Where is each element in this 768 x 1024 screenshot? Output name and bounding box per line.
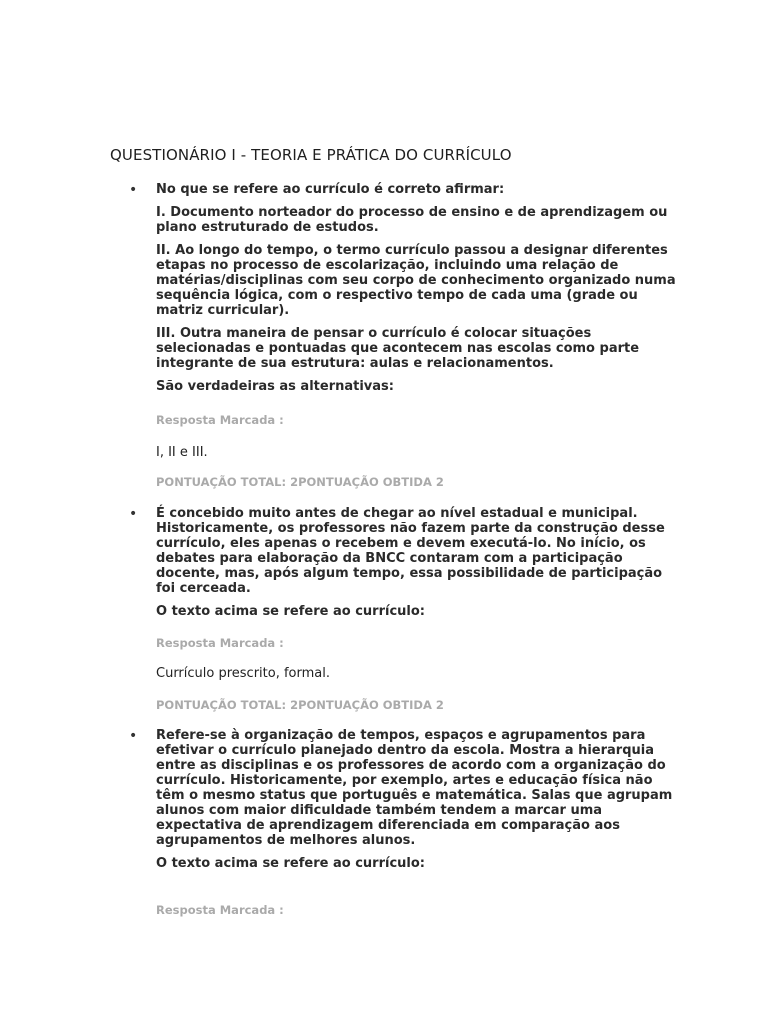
answer-value: I, II e III. [156, 445, 208, 460]
score-line: PONTUAÇÃO TOTAL: 2PONTUAÇÃO OBTIDA 2 [156, 475, 444, 489]
question-3 [129, 728, 676, 879]
answer-value: Currículo prescrito, formal. [156, 666, 330, 681]
answer-label: Resposta Marcada : [156, 413, 284, 427]
statement-item: II. Ao longo do tempo, o termo currículo passou a designar diferentes etapas no processo de escolarização, incluindo uma relação de matérias/disciplinas com seu corpo de conhecimento organizado numa sequência lógica, com o respectivo tempo de cada uma (grade ou matriz curricular). [156, 243, 676, 318]
question-prompt: Refere-se à organização de tempos, espaços e agrupamentos para efetivar o currículo planejado dentro da escola. Mostra a hierarquia entre as disciplinas e os professores de acordo com a organização do currículo. Historicamente, por exemplo, artes e educação física não têm o mesmo status que português e matemática. Salas que agrupam alunos com maior dificuldade também tendem a marcar uma expectativa de aprendizagem diferenciada em comparação aos agrupamentos de melhores alunos. [156, 728, 673, 848]
question-1 [129, 182, 676, 402]
question-text: O texto acima se refere ao currículo: [156, 604, 425, 619]
answer-label: Resposta Marcada : [156, 636, 284, 650]
statement-item: I. Documento norteador do processo de ensino e de aprendizagem ou plano estruturado de estudos. [156, 205, 668, 235]
question-prompt: É concebido muito antes de chegar ao nível estadual e municipal. Historicamente, os professores não fazem parte da construção desse currículo, eles apenas o recebem e devem executá-lo. No início, os debates para elaboração da BNCC contaram com a participação docente, mas, após algum tempo, essa possibilidade de participação foi cerceada. [156, 506, 665, 596]
question-text: São verdadeiras as alternativas: [156, 379, 394, 394]
question-2 [129, 506, 676, 627]
question-prompt: No que se refere ao currículo é correto afirmar: [156, 182, 505, 197]
bullet-icon: • [129, 506, 138, 522]
document-title: QUESTIONÁRIO I - TEORIA E PRÁTICA DO CURRÍCULO [110, 146, 512, 164]
question-text: O texto acima se refere ao currículo: [156, 856, 425, 871]
answer-label: Resposta Marcada : [156, 903, 284, 917]
bullet-icon: • [129, 728, 138, 744]
score-line: PONTUAÇÃO TOTAL: 2PONTUAÇÃO OBTIDA 2 [156, 698, 444, 712]
statement-item: III. Outra maneira de pensar o currículo é colocar situações selecionadas e pontuadas que acontecem nas escolas como parte integrante de sua estrutura: aulas e relacionamentos. [156, 326, 640, 371]
bullet-icon: • [129, 182, 138, 198]
